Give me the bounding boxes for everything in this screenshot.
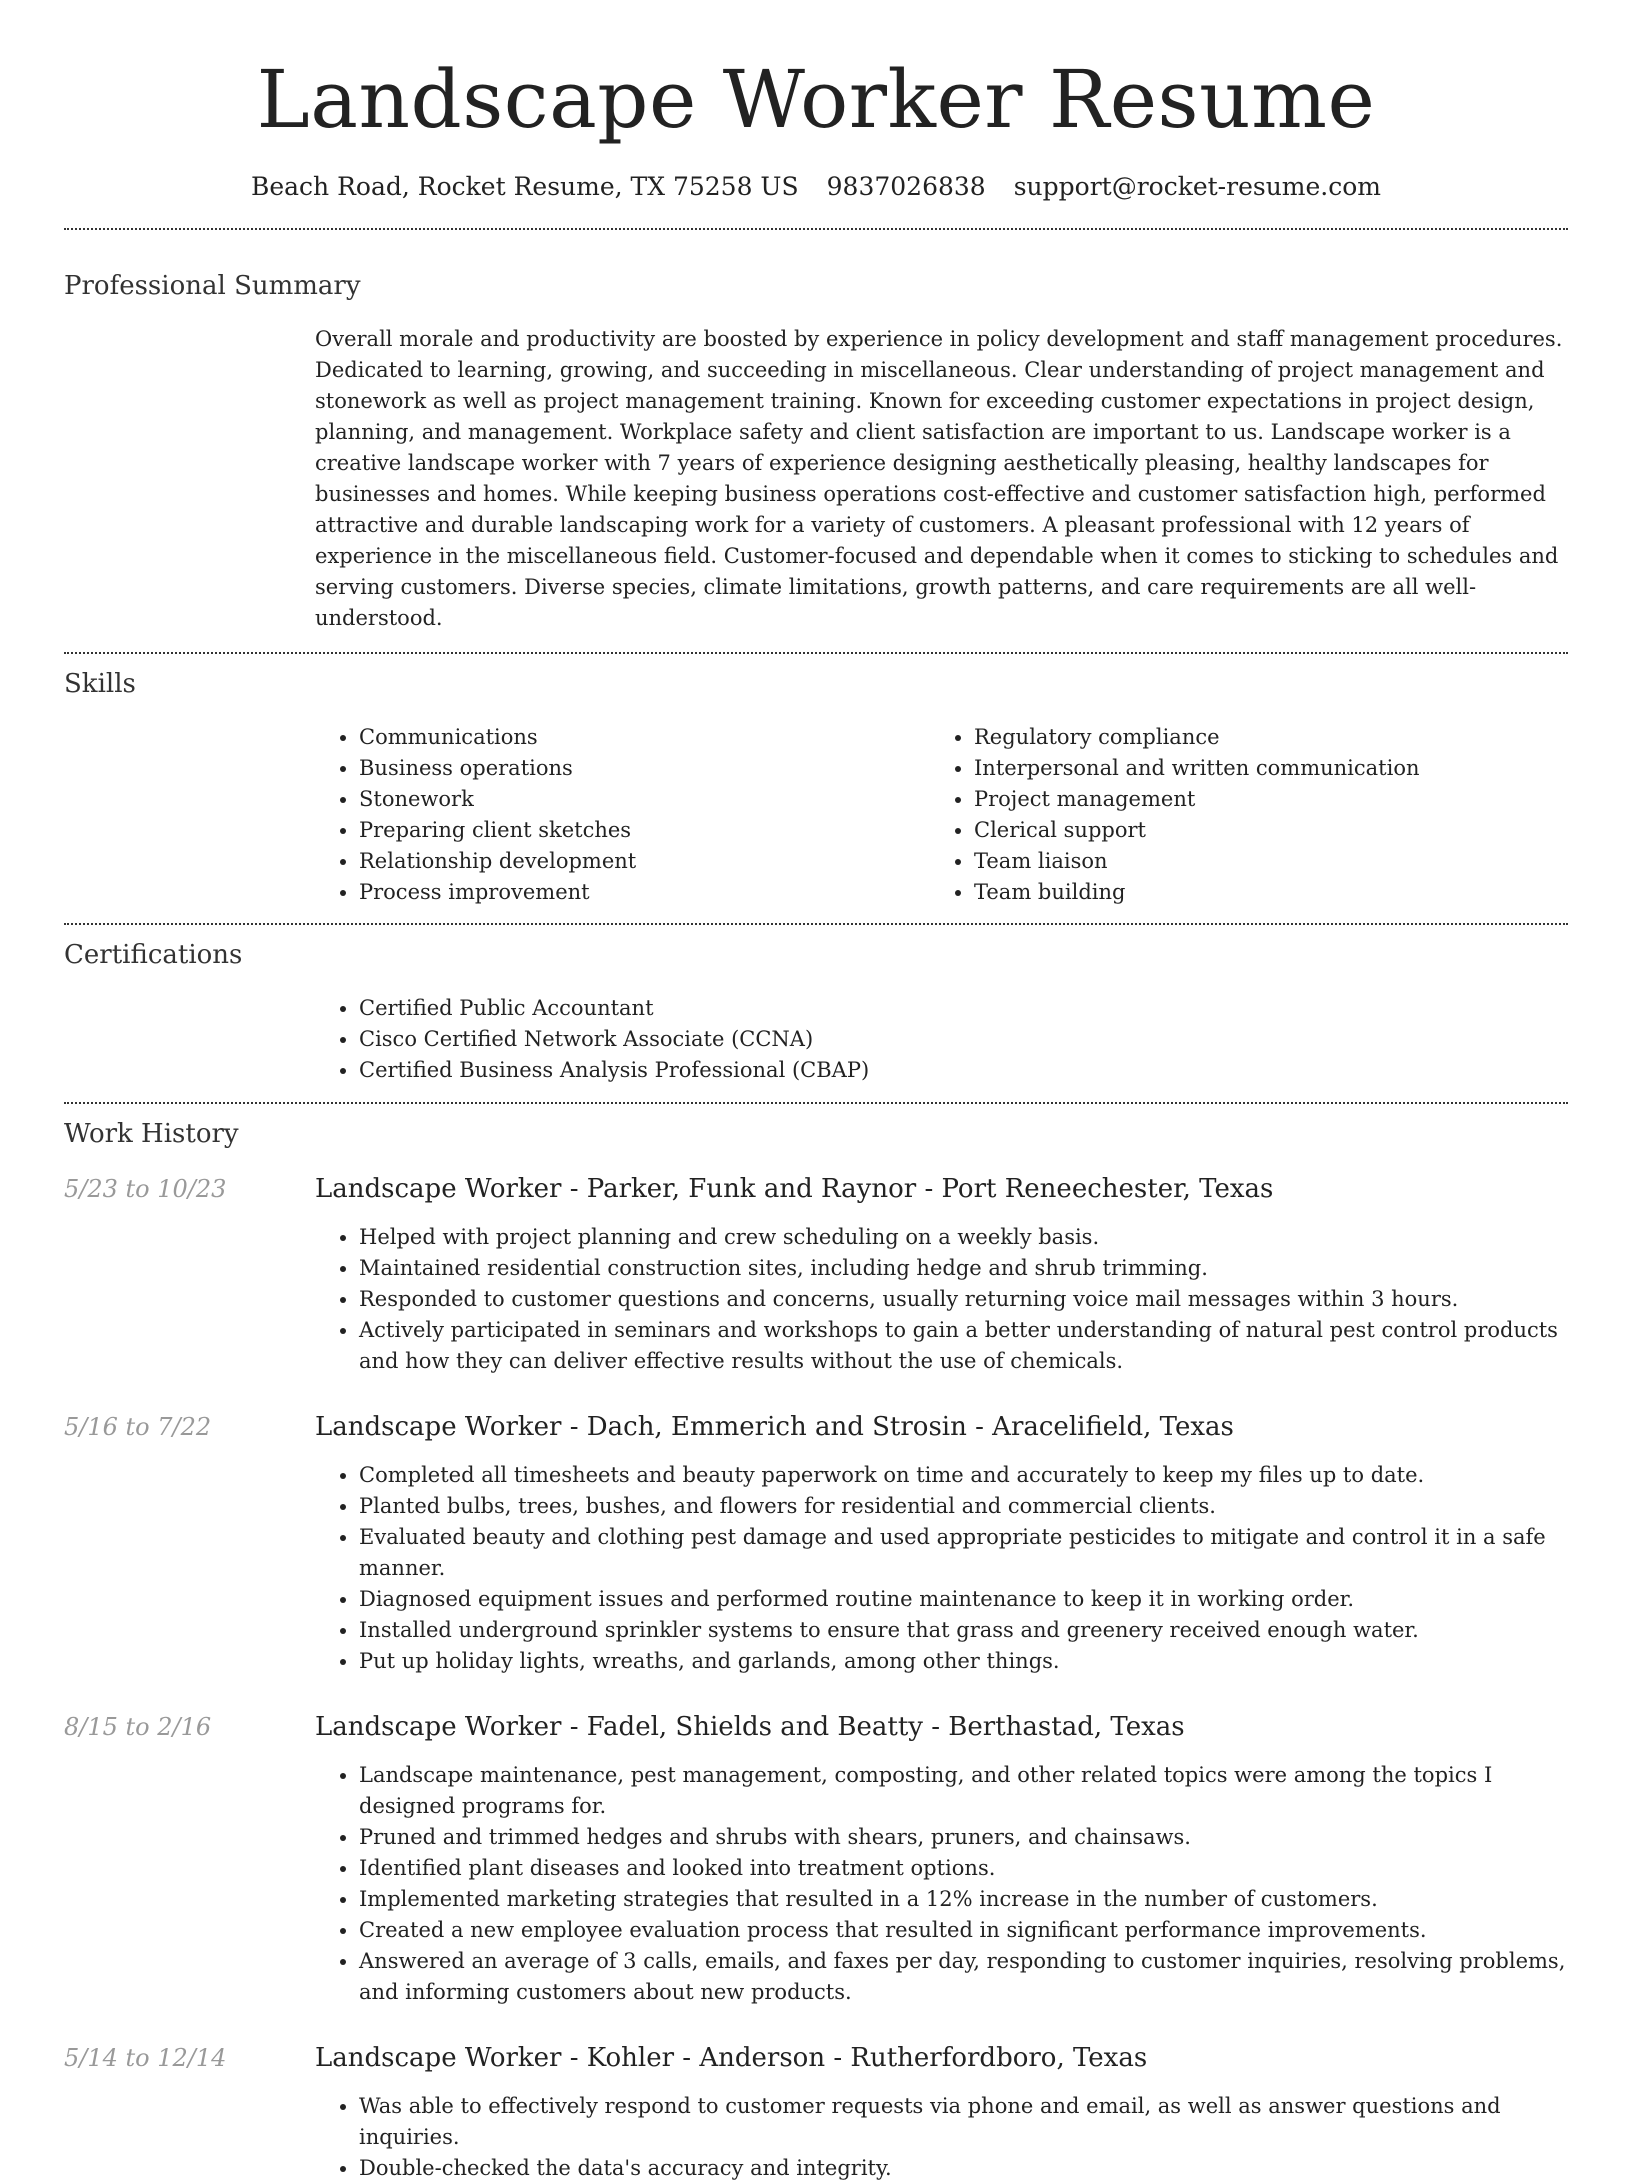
job-header [64, 1410, 1568, 1444]
job-bullet: • Helped with project planning and crew scheduling on a weekly basis. [359, 1222, 1568, 1253]
skill-item: • Clerical support [974, 815, 1545, 846]
job-bullet: • Installed underground sprinkler systems to ensure that grass and greenery received enough water. [359, 1615, 1568, 1646]
job-dates: 8/15 to 2/16 [64, 1713, 212, 1741]
contact-address: Beach Road, Rocket Resume, TX 75258 US [250, 172, 799, 201]
job-bullet: • Actively participated in seminars and workshops to gain a better understanding of natural pest control products and how they can deliver effective results without the use of chemicals. [359, 1315, 1568, 1377]
job-title: Landscape Worker - Kohler - Anderson - Rutherfordboro, Texas [315, 2043, 1148, 2073]
job-bullet: • Created a new employee evaluation process that resulted in significant performance improvements. [359, 1915, 1568, 1946]
summary-content [315, 324, 1568, 634]
certification-item: • Certified Public Accountant [359, 993, 1568, 1024]
job-entry [64, 2041, 1568, 2184]
job-bullet: • Maintained residential construction sites, including hedge and shrub trimming. [359, 1253, 1568, 1284]
divider [64, 652, 1568, 654]
job-title: Landscape Worker - Fadel, Shields and Beatty - Berthastad, Texas [315, 1712, 1185, 1742]
summary-text: Overall morale and productivity are boosted by experience in policy development and staff management procedures. Dedicated to learning, growing, and succeeding in miscellaneous. Clear understanding of project management and stonework as well as project management training. Known for exceeding customer expectations in project design, planning, and management. Workplace safety and client satisfaction are important to us. Landscape worker is a creative landscape worker with 7 years of experience designing aesthetically pleasing, healthy landscapes for businesses and homes. While keeping business operations cost-effective and customer satisfaction high, performed attractive and durable landscaping work for a variety of customers. A pleasant professional with 12 years of experience in the miscellaneous field. Customer-focused and dependable when it comes to sticking to schedules and serving customers. Diverse species, climate limitations, growth patterns, and care requirements are all well-understood. [315, 327, 1563, 630]
job-bullet: • Completed all timesheets and beauty paperwork on time and accurately to keep my files up to date. [359, 1460, 1568, 1491]
divider [64, 1102, 1568, 1104]
skill-item: • Business operations [359, 753, 930, 784]
job-bullet: • Implemented marketing strategies that resulted in a 12% increase in the number of customers. [359, 1884, 1568, 1915]
job-bullet: • Planted bulbs, trees, bushes, and flowers for residential and commercial clients. [359, 1491, 1568, 1522]
section-title-certifications: Certifications [64, 940, 243, 970]
skills-grid [315, 722, 1568, 908]
job-bullet: • Identified plant diseases and looked into treatment options. [359, 1853, 1568, 1884]
contact-email: support@rocket-resume.com [1013, 172, 1382, 201]
skill-item: • Regulatory compliance [974, 722, 1545, 753]
job-title: Landscape Worker - Parker, Funk and Raynor - Port Reneechester, Texas [315, 1174, 1274, 1204]
section-title-summary: Professional Summary [64, 271, 361, 301]
job-bullet: • Double-checked the data's accuracy and integrity. [359, 2153, 1568, 2184]
divider [64, 923, 1568, 925]
summary-section [64, 268, 1568, 634]
skill-item: • Team liaison [974, 846, 1545, 877]
job-bullet: • Put up holiday lights, wreaths, and garlands, among other things. [359, 1646, 1568, 1677]
job-entry [64, 1710, 1568, 2008]
resume-header [64, 0, 1568, 204]
job-entry [64, 1172, 1568, 1377]
skill-item: • Preparing client sketches [359, 815, 930, 846]
skills-list-left [315, 722, 930, 908]
skill-item: • Communications [359, 722, 930, 753]
job-dates: 5/16 to 7/22 [64, 1413, 212, 1441]
job-bullet: • Diagnosed equipment issues and performed routine maintenance to keep it in working order. [359, 1584, 1568, 1615]
job-dates: 5/14 to 12/14 [64, 2044, 227, 2072]
job-bullet: • Pruned and trimmed hedges and shrubs with shears, pruners, and chainsaws. [359, 1822, 1568, 1853]
contact-line [64, 170, 1568, 204]
job-header [64, 1710, 1568, 1744]
job-bullets [315, 2091, 1568, 2184]
divider [64, 228, 1568, 230]
certifications-section [64, 937, 1568, 1086]
certification-item: • Certified Business Analysis Professional (CBAP) [359, 1055, 1568, 1086]
job-header [64, 1172, 1568, 1206]
job-bullet: • Answered an average of 3 calls, emails, and faxes per day, responding to customer inquiries, resolving problems, and informing customers about new products. [359, 1946, 1568, 2008]
section-title-work-history: Work History [64, 1119, 239, 1149]
job-dates: 5/23 to 10/23 [64, 1175, 227, 1203]
certifications-list [315, 993, 1568, 1086]
section-title-skills: Skills [64, 669, 136, 699]
certifications-content [315, 993, 1568, 1086]
skills-list-right [930, 722, 1545, 908]
skill-item: • Project management [974, 784, 1545, 815]
work-history-section [64, 1116, 1568, 2184]
job-entry [64, 1410, 1568, 1677]
job-bullet: • Evaluated beauty and clothing pest damage and used appropriate pesticides to mitigate and control it in a safe manner. [359, 1522, 1568, 1584]
job-header [64, 2041, 1568, 2075]
job-title: Landscape Worker - Dach, Emmerich and Strosin - Aracelifield, Texas [315, 1412, 1234, 1442]
skill-item: • Interpersonal and written communication [974, 753, 1545, 784]
skill-item: • Stonework [359, 784, 930, 815]
resume-name: Landscape Worker Resume [256, 53, 1376, 146]
skill-item: • Process improvement [359, 877, 930, 908]
contact-phone: 9837026838 [826, 172, 986, 201]
job-bullet: • Landscape maintenance, pest management, composting, and other related topics were among the topics I designed programs for. [359, 1760, 1568, 1822]
skill-item: • Team building [974, 877, 1545, 908]
job-bullets [315, 1460, 1568, 1677]
job-bullets [315, 1222, 1568, 1377]
job-bullet: • Was able to effectively respond to customer requests via phone and email, as well as answer questions and inquiries. [359, 2091, 1568, 2153]
skill-item: • Relationship development [359, 846, 930, 877]
certification-item: • Cisco Certified Network Associate (CCNA) [359, 1024, 1568, 1055]
job-bullets [315, 1760, 1568, 2008]
skills-section [64, 666, 1568, 908]
job-bullet: • Responded to customer questions and concerns, usually returning voice mail messages within 3 hours. [359, 1284, 1568, 1315]
resume-page [64, 0, 1568, 2184]
